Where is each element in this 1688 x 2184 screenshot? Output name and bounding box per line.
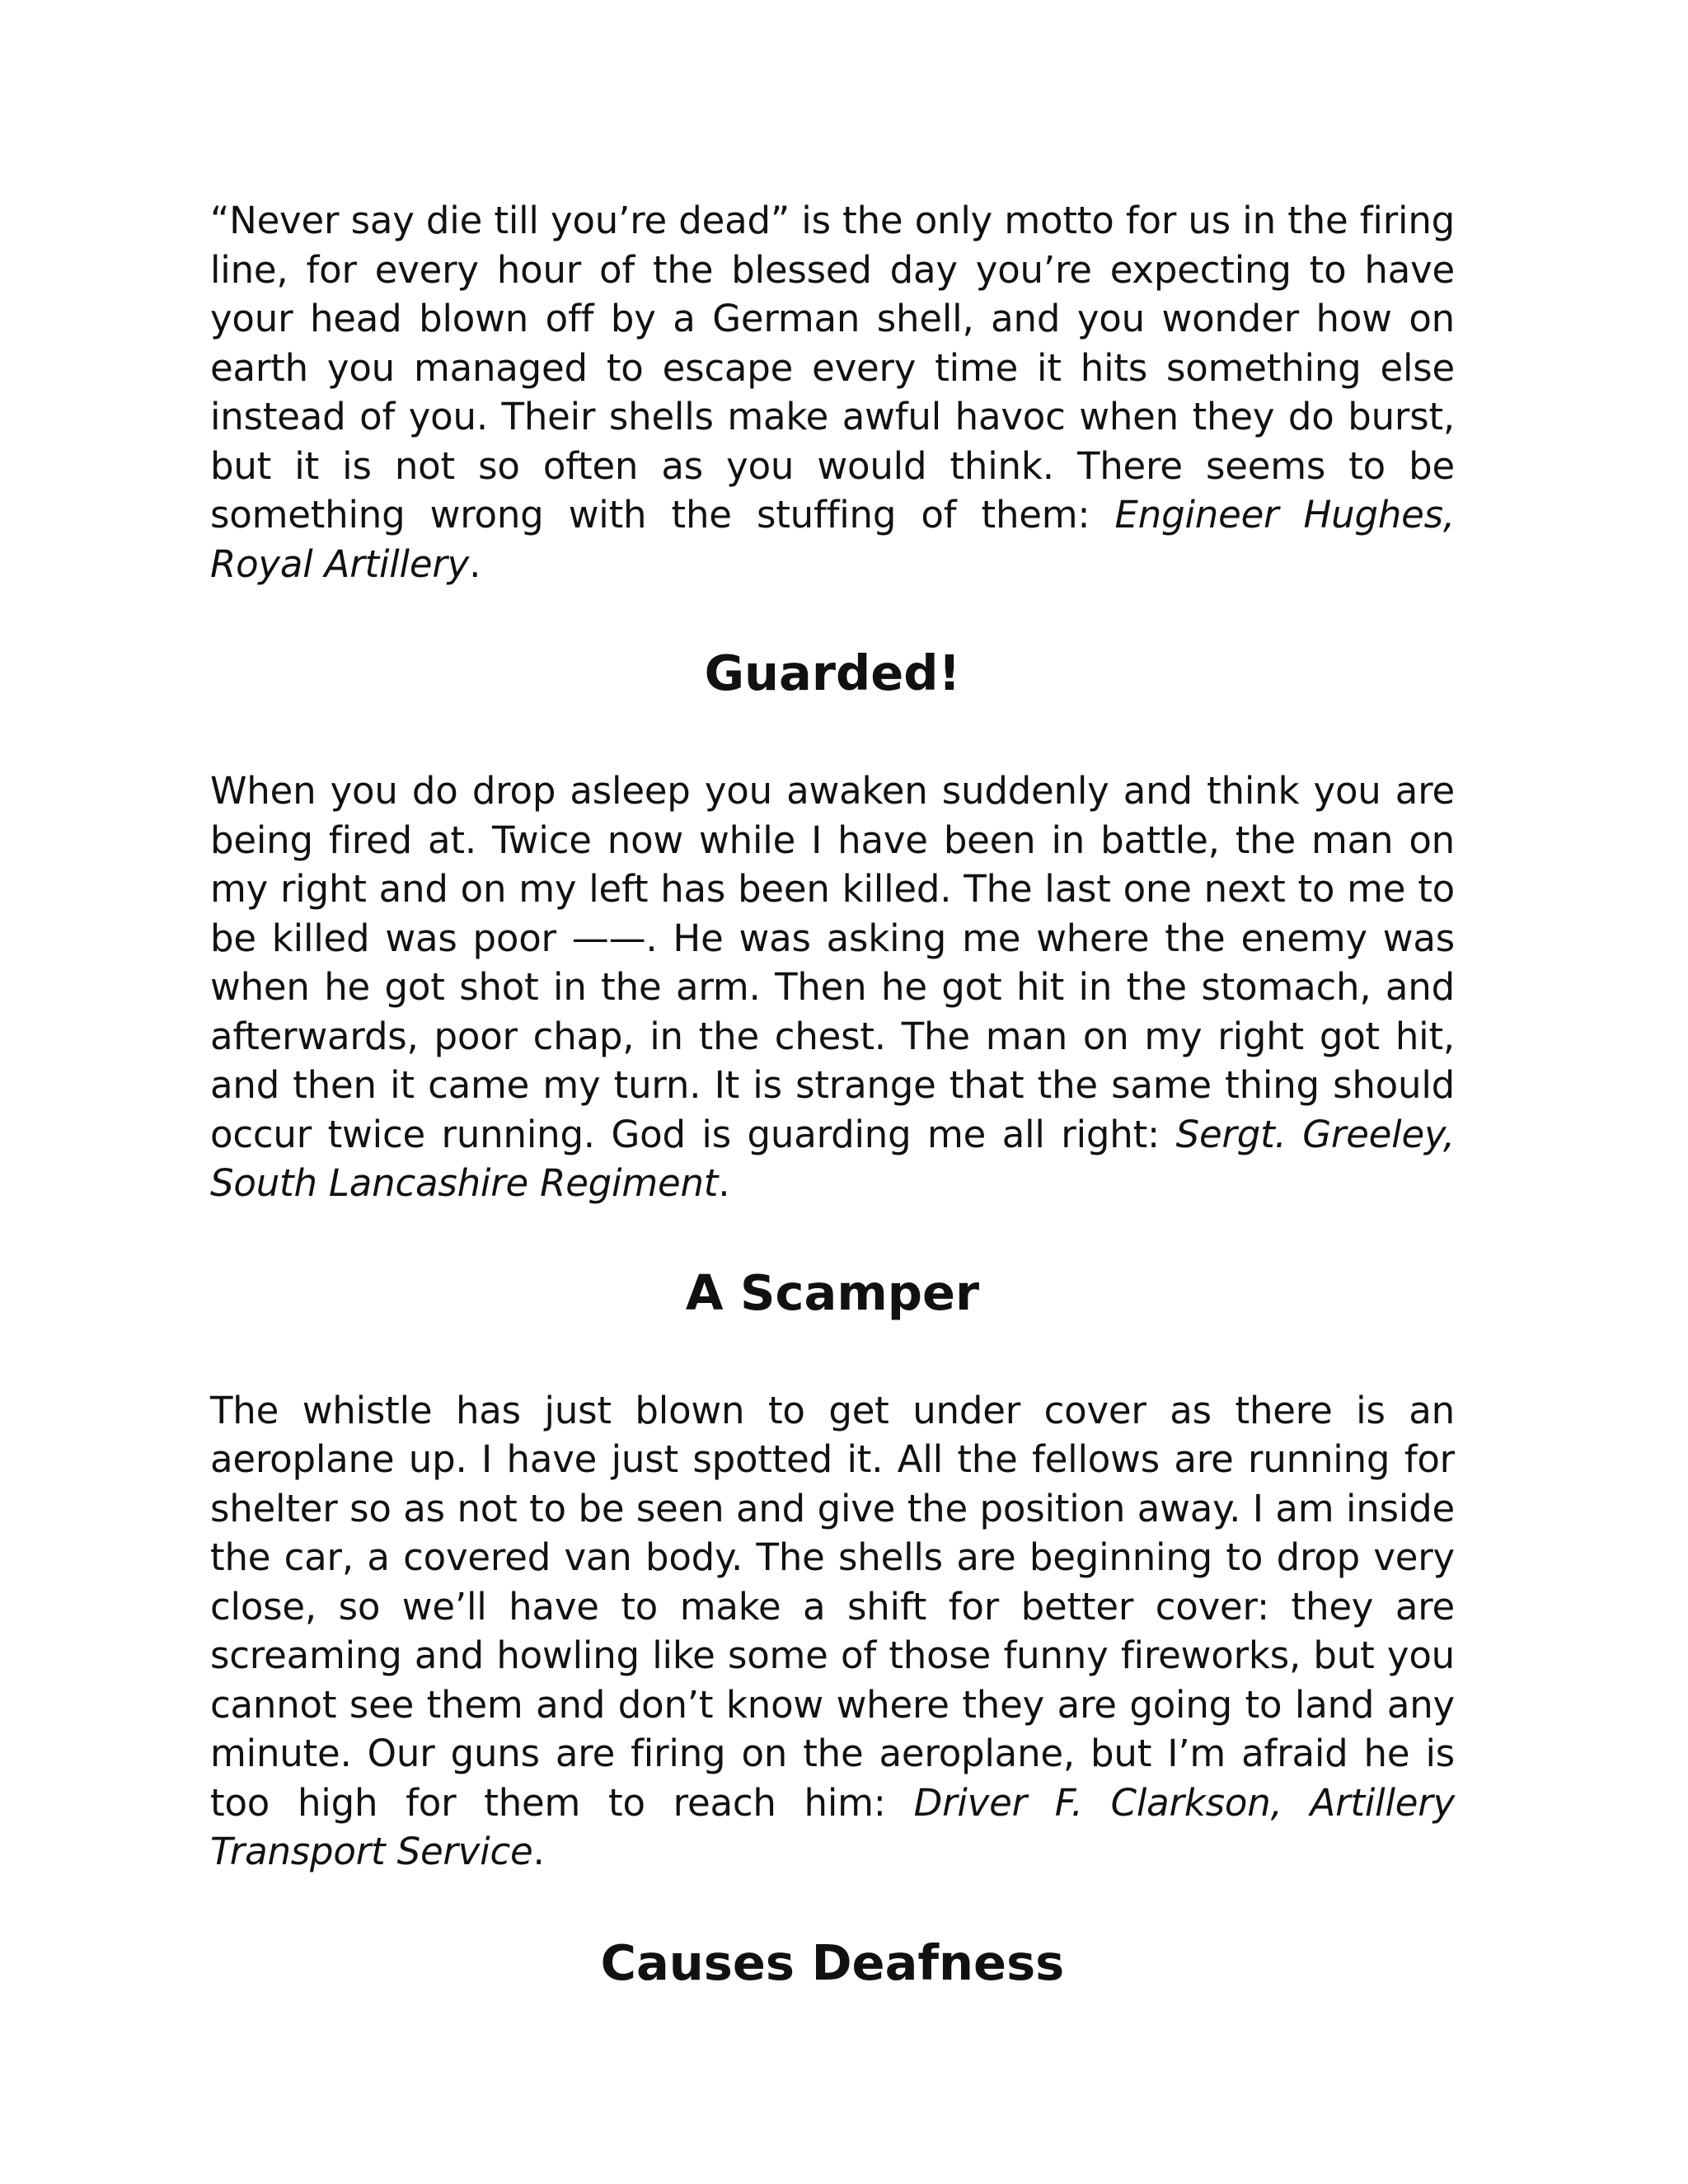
paragraph-text: The whistle has just blown to get under cover as there is an aeroplane up. I have just spotted it. All the fellows are running for shelter so as not to be seen and give the position away. I am inside the car, a covered van body. The shells are beginning to drop very close, so we’ll have to make a shift for better cover: they are screaming and howling like some of those funny fireworks, but you cannot see them and don’t know where they are going to land any minute. Our guns are firing on the aeroplane, but I’m afraid he is too high for them to reach him: bbox=[210, 1388, 1455, 1825]
paragraph-a-scamper bbox=[210, 1386, 1455, 1877]
attribution: Engineer Hughes, Royal Artillery bbox=[210, 493, 1455, 586]
paragraph-guarded bbox=[210, 766, 1455, 1208]
document-page bbox=[210, 196, 1455, 1992]
section-heading-a-scamper: A Scamper bbox=[685, 1263, 980, 1321]
paragraph-never-say-die bbox=[210, 196, 1455, 588]
paragraph-end: . bbox=[532, 1830, 545, 1873]
paragraph-text: When you do drop asleep you awaken suddenly and think you are being fired at. Twice now while I have been in battle, the man on my right and on my left has been killed. The last one next to me to be killed was poor ——. He was asking me where the enemy was when he got shot in the arm. Then he got hit in the stomach, and afterwards, poor chap, in the chest. The man on my right got hit, and then it came my turn. It is strange that the same thing should occur twice running. God is guarding me all right: bbox=[210, 769, 1455, 1156]
paragraph-end: . bbox=[718, 1161, 730, 1205]
section-heading-causes-deafness: Causes Deafness bbox=[600, 1933, 1065, 1991]
paragraph-end: . bbox=[469, 541, 481, 586]
attribution: Sergt. Greeley, South Lancashire Regiment bbox=[210, 1112, 1455, 1205]
attribution: Driver F. Clarkson, Artillery Transport Service bbox=[210, 1780, 1455, 1873]
paragraph-text: “Never say die till you’re dead” is the only motto for us in the firing line, for every hour of the blessed day you’re expecting to have your head blown off by a German shell, and you wonder how on earth you managed to escape every time it hits something else instead of you. Their shells make awful havoc when they do burst, but it is not so often as you would think. There seems to be something wrong with the stuffing of them: bbox=[210, 199, 1455, 537]
section-heading-guarded: Guarded! bbox=[704, 644, 961, 701]
